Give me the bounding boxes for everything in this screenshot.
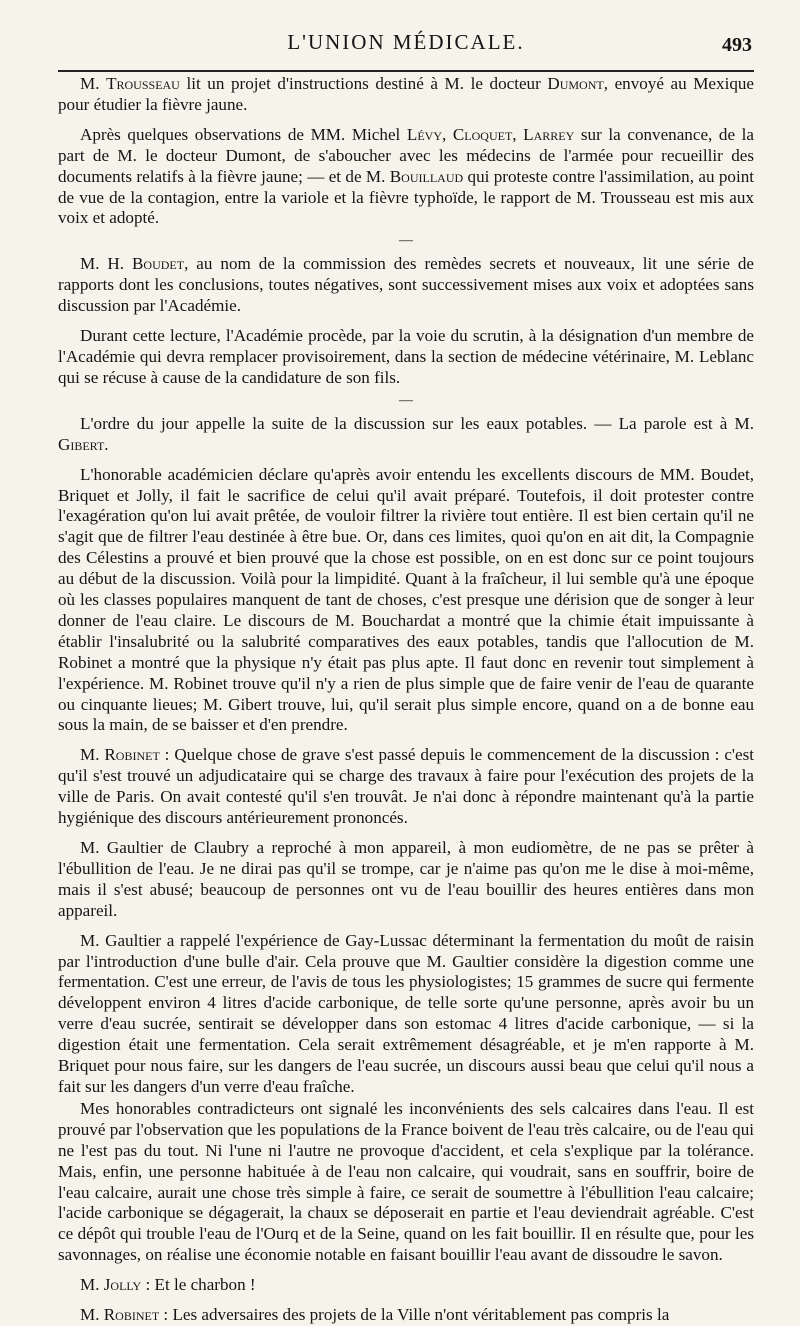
speaker-name: Robinet [104,745,160,765]
text-run: M. [80,1305,104,1325]
section-divider: — [399,392,413,408]
running-head [58,0,754,74]
text-run: , au nom de la commission des remèdes secrets et nouveaux, lit une série de rapports dont les conclusions, toutes négatives, sont successivement mises aux voix et adoptées sans discussion par l'Académie. [58,254,755,316]
text-run: L'honorable académicien déclare qu'après avoir entendu les excellents discours de MM. Boudet, Briquet et Jolly, il fait le sacrifice de celui qu'il avait préparé. Toutefois, il doit protester contre l'exagération qu'on lui avait prêtée, de vouloir filtrer la rivière tout entière. Il est bien certain qu'il ne s'agit que de filtrer l'eau destinée à être bue. Or, dans ces limites, quoi qu'on en ait dit, la Compagnie des Célestins a prouvé et bien prouvé que la chose est possible, on en est donc sur ce point toujours au début de la discussion. Voilà pour la limpidité. Quant à la fraîcheur, il lui semble qu'à une époque où les classes populaires manquent de tant de choses, c'est presque une dérision que de songer à leur donner de l'eau claire. Le discours de M. Bouchardat a montré que la chimie était impuissante à établir l'insalubrité ou la salubrité comparatives des eaux potables, tandis que l'allocution de M. Robinet a montré que la physique n'y était pas plus apte. Il faut donc en revenir tout simplement à l'expérience. M. Robinet trouve qu'il n'y a rien de plus simple que de faire venir de l'eau de quarante ou cinquante lieues; M. Gibert trouve, lui, qu'il serait plus simple encore, quand on a de bonne eau sous la main, de se baisser et d'en prendre. [58,464,754,735]
paragraph [58,745,754,829]
paragraph [58,838,754,922]
text-run: M. H. [80,254,133,274]
text-run: : Quelque chose de grave s'est passé depuis le commencement de la discussion : c'est qu'il s'est trouvé un adjudicataire qui se charge des travaux à faire pour l'exécution des projets de la ville de Paris. On avait contesté qu'il s'en trouvât. Je n'ai donc à répondre maintenant qu'à la partie hygiénique des discours antérieurement prononcés. [58,745,754,828]
text-run: sur la convenance, de la part de M. le docteur Dumont, de s'aboucher avec les médecins de l'armée pour recueillir des documents relatifs à la fièvre jaune; — et de M. [58,124,754,186]
speaker-name: Gibert [58,434,105,454]
text-run: M. Gaultier de Claubry a reproché à mon appareil, à mon eudiomètre, de ne pas se prêter à l'ébullition de l'eau. Je ne dirai pas qu'il se trompe, car je n'aime pas qu'on me le dise à moi-même, mais il s'est abusé; beaucoup de personnes ont vu de l'eau bouillir des heures entières dans mon appareil. [58,838,754,920]
speaker-name: Dumont [547,74,604,93]
paragraph [58,1275,754,1296]
section-divider: — [399,233,413,249]
text-run: M. Gaultier a rappelé l'expérience de Gay-Lussac déterminant la fermentation du moût de raisin par l'introduction d'une bulle d'air. Cela prouve que M. Gaultier considère la digestion comme une fermentation. C'est une erreur, de l'avis de tous les physiologistes; 15 grammes de sucre qui fermente développent environ 4 litres d'acide carbonique, de telle sorte qu'une personne, après avoir bu un verre d'eau sucrée, sentirait se développer dans son estomac 4 litres d'acide carbonique, — si la digestion était une fermentation. Cela serait extrêmement désagréable, et je m'en rapporte à M. Briquet pour nous faire, sur les dangers de l'eau sucrée, un discours aussi beau que celui qu'il nous a fait sur les dangers d'un verre d'eau fraîche. [58,930,754,1096]
page-number: 493 [722,34,752,56]
paragraph [58,931,754,1098]
speaker-name: Trousseau [106,74,180,93]
paragraph [58,414,754,456]
text-run: , [512,124,524,144]
paragraph [58,465,754,737]
text-run: M. [80,1275,104,1295]
paragraph [58,326,754,389]
text-run: M. [80,745,105,765]
text-run: Durant cette lecture, l'Académie procède, par la voie du scrutin, à la désignation d'un membre de l'Académie qui devra remplacer provisoirement, dans la section de médecine vétérinaire, M. Leblanc qui se récuse à cause de la candidature de son fils. [58,326,754,387]
paragraph [58,125,754,230]
speaker-name: Jolly [103,1275,142,1295]
text-run: : Et le charbon ! [141,1275,256,1295]
speaker-name: Robinet [103,1305,160,1325]
speaker-name: Cloquet [452,124,513,144]
text-run: , [442,124,453,144]
text-run: , envoyé au Mexique pour étudier la fièvre jaune. [58,74,754,114]
text-run: Mes honorables contradicteurs ont signalé les inconvénients des sels calcaires dans l'eau. Il est prouvé par l'observation que les populations de la France boivent de l'eau très calcaire, ou de l'eau qui ne l'est pas du tout. Ni l'une ni l'autre ne provoque d'accident, et cela s'explique par la tolérance. Mais, enfin, une personne habituée à de l'eau non calcaire, qui voudrait, sans en souffrir, boire de l'eau calcaire, aurait une chose très simple à faire, ce serait de soumettre à l'ébullition l'eau calcaire; l'acide carbonique se dégagerait, la chaux se déposerait en partie et l'eau deviendrait agréable. C'est ce dépôt qui trouble l'eau de l'Ourq et de la Seine, quand on les fait bouillir. Il en résulte que, pour les savonnages, on réalise une économie notable en faisant bouillir l'eau avant de dissoudre le savon. [58,1098,754,1265]
paragraph [58,74,754,116]
header-rule [58,70,754,72]
text-run: L'ordre du jour appelle la suite de la discussion sur les eaux potables. — La parole est à M. [80,413,754,433]
paragraph [58,1099,754,1266]
text-run: : Les adversaires des projets de la Ville n'ont véritablement pas compris la [159,1305,670,1325]
running-title: L'UNION MÉDICALE. [287,30,525,54]
speaker-name: Boudet [132,254,185,274]
body-text [58,74,754,1326]
speaker-name: Larrey [523,124,575,144]
speaker-name: Lévy [406,124,442,144]
paragraph [58,1305,754,1326]
text-run: Après quelques observations de MM. Michel [80,124,407,144]
speaker-name: Bouillaud [389,166,464,186]
text-run: qui proteste contre l'assimilation, au point de vue de la contagion, entre la variole et la fièvre typhoïde, le rapport de M. Trousseau est mis aux voix et adopté. [58,166,755,228]
paragraph [58,254,754,317]
text-run: . [104,434,109,454]
text-run: M. [80,74,107,93]
text-run: lit un projet d'instructions destiné à M. le docteur [179,74,548,93]
